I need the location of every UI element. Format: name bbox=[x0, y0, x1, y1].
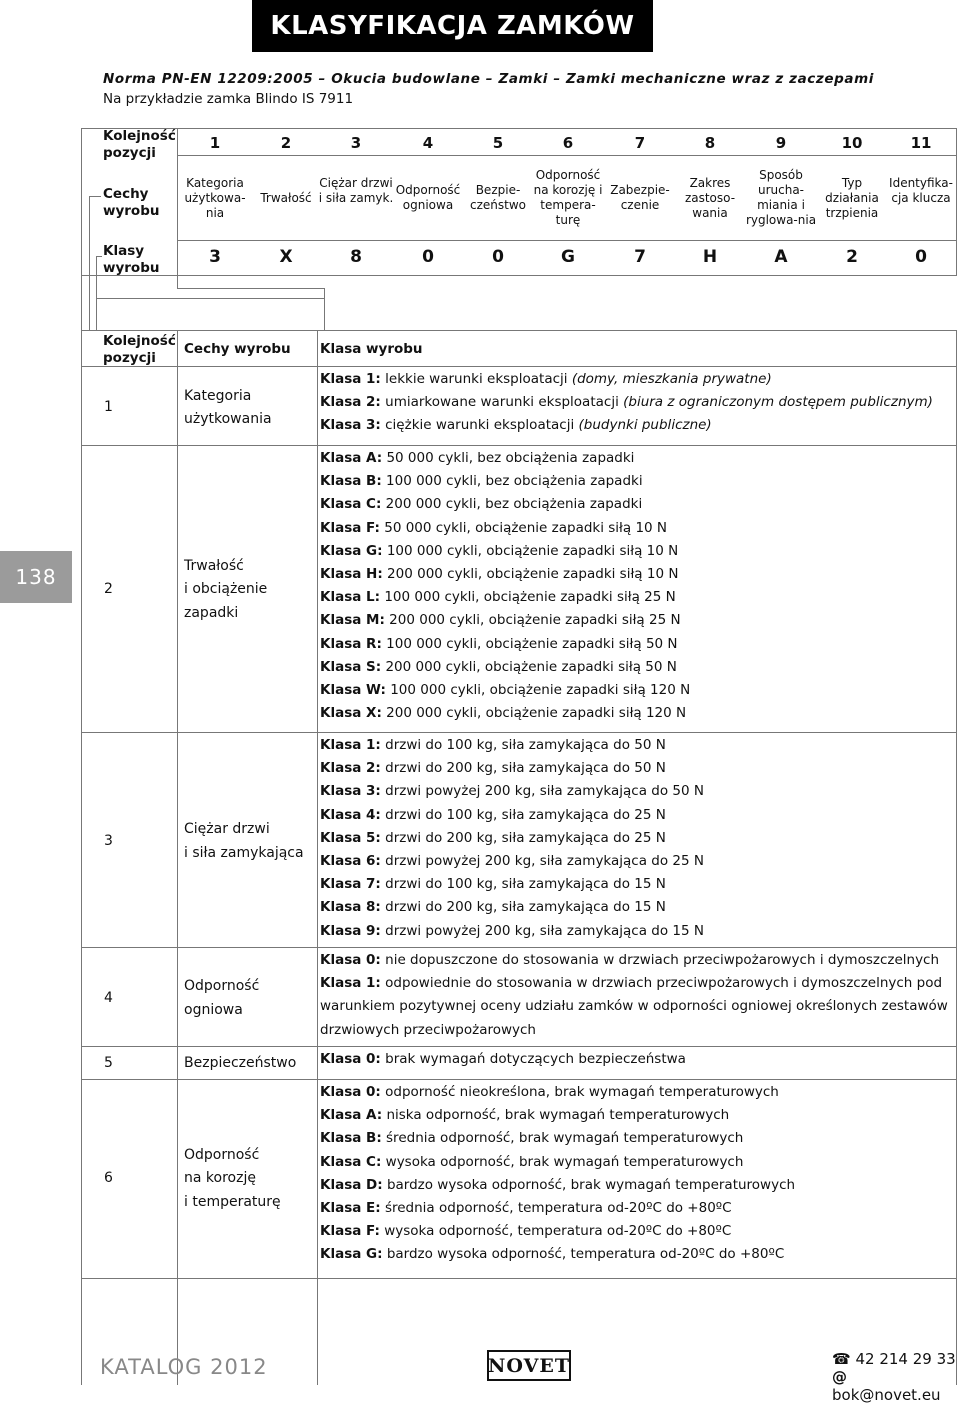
position-number: 2 bbox=[280, 134, 292, 152]
class-description: drzwi do 200 kg, siła zamykająca do 50 N bbox=[380, 760, 666, 777]
class-description: bardzo wysoka odporność, temperatura od-20ºC do +80ºC bbox=[382, 1246, 785, 1263]
connector-line bbox=[89, 196, 101, 197]
connector-line bbox=[81, 128, 82, 331]
class-description: lekkie warunki eksploatacji bbox=[380, 371, 572, 387]
label-kolejnosc: Kolejność pozycji bbox=[103, 128, 176, 161]
connector-line bbox=[96, 256, 97, 331]
row-feature-line: ogniowa bbox=[184, 1001, 243, 1018]
feature-label: Zakres zastoso-wania bbox=[684, 175, 736, 220]
row-feature bbox=[184, 385, 272, 432]
class-description: średnia odporność, temperatura od-20ºC do +80ºC bbox=[380, 1199, 732, 1216]
class-key: Klasa G: bbox=[320, 542, 383, 559]
class-entry bbox=[320, 589, 690, 612]
class-description: wysoka odporność, temperatura od-20ºC do +80ºC bbox=[379, 1223, 732, 1240]
class-entry bbox=[320, 807, 704, 830]
class-entry bbox=[320, 760, 704, 783]
class-description: średnia odporność, brak wymagań temperaturowych bbox=[381, 1130, 744, 1147]
class-value: A bbox=[774, 247, 788, 267]
class-entry bbox=[320, 417, 933, 440]
label-klasy: Klasy wyrobu bbox=[103, 243, 160, 276]
position-number: 1 bbox=[209, 134, 221, 152]
class-note: (budynki publiczne) bbox=[578, 417, 712, 434]
row-feature bbox=[184, 818, 304, 865]
class-key: Klasa A: bbox=[320, 1107, 383, 1124]
class-key: Klasa 1: bbox=[320, 975, 381, 992]
class-entry bbox=[320, 450, 690, 473]
class-description: 50 000 cykli, obciążenie zapadki siłą 10 N bbox=[379, 519, 668, 536]
class-description: niska odporność, brak wymagań temperaturowych bbox=[382, 1107, 730, 1124]
class-entry bbox=[320, 682, 690, 705]
row-separator bbox=[81, 947, 957, 948]
class-key: Klasa 0: bbox=[320, 1084, 381, 1100]
class-key: Klasa 3: bbox=[320, 783, 381, 800]
position-number: 8 bbox=[704, 134, 716, 152]
class-value: 0 bbox=[492, 247, 504, 267]
novet-logo: NOVET bbox=[487, 1350, 571, 1381]
table-left-border bbox=[81, 330, 82, 1385]
class-value: X bbox=[279, 247, 293, 267]
class-entry bbox=[320, 1084, 795, 1107]
row-classes bbox=[320, 450, 690, 728]
class-description: drzwi do 100 kg, siła zamykająca do 15 N bbox=[380, 876, 666, 893]
class-description: drzwi do 200 kg, siła zamykająca do 15 N bbox=[380, 899, 666, 916]
row-feature-line: Bezpieczeństwo bbox=[184, 1055, 297, 1072]
row-feature-line: na korozję bbox=[184, 1170, 256, 1187]
class-description: odporność nieokreślona, brak wymagań temperaturowych bbox=[380, 1084, 779, 1100]
class-value: 0 bbox=[915, 247, 927, 267]
class-entry bbox=[320, 705, 690, 728]
row-feature bbox=[184, 1144, 281, 1215]
feature-label: Sposób urucha-miania i ryglowa-nia bbox=[745, 168, 817, 227]
row-separator bbox=[81, 1079, 957, 1080]
class-note: (biura z ograniczonym dostępem publicznym) bbox=[623, 394, 933, 411]
connector-line bbox=[96, 298, 324, 299]
feature-label: Kategoria użytkowa-nia bbox=[184, 175, 246, 220]
class-entry bbox=[320, 636, 690, 659]
class-key: Klasa 6: bbox=[320, 852, 381, 869]
class-entry bbox=[320, 394, 933, 417]
table-col-divider bbox=[177, 330, 178, 1385]
class-entry bbox=[320, 566, 690, 589]
row-feature bbox=[184, 555, 267, 626]
row-feature-line: Odporność bbox=[184, 978, 260, 994]
class-description: umiarkowane warunki eksploatacji bbox=[380, 394, 624, 411]
class-key: Klasa 1: bbox=[320, 371, 381, 387]
row-feature-line: i siła zamykająca bbox=[184, 844, 304, 861]
class-description: ciężkie warunki eksploatacji bbox=[380, 417, 579, 434]
feature-label: Zabezpie-czenie bbox=[610, 183, 670, 212]
connector-line bbox=[89, 196, 90, 331]
connector-line bbox=[96, 256, 102, 257]
phone-icon: ☎ bbox=[832, 1350, 851, 1368]
class-entry bbox=[320, 520, 690, 543]
class-key: Klasa S: bbox=[320, 658, 382, 675]
class-description: drzwi do 100 kg, siła zamykająca do 25 N bbox=[380, 806, 666, 823]
diagram-divider bbox=[177, 240, 957, 241]
table-header-kolejnosc: Kolejność pozycji bbox=[103, 333, 176, 366]
class-key: Klasa H: bbox=[320, 565, 383, 582]
row-position: 6 bbox=[104, 1170, 113, 1186]
table-bottom-border bbox=[81, 1278, 957, 1279]
row-feature-line: i temperaturę bbox=[184, 1193, 281, 1210]
class-description: drzwi powyżej 200 kg, siła zamykająca do 15 N bbox=[380, 922, 704, 939]
class-key: Klasa 9: bbox=[320, 922, 381, 939]
contact-info bbox=[832, 1350, 960, 1404]
class-description: drzwi do 100 kg, siła zamykająca do 50 N bbox=[380, 737, 666, 753]
class-description: 100 000 cykli, obciążenie zapadki siłą 10 N bbox=[382, 542, 679, 559]
class-value: 0 bbox=[422, 247, 434, 267]
table-header-cechy: Cechy wyrobu bbox=[184, 341, 291, 357]
class-key: Klasa E: bbox=[320, 1199, 381, 1216]
position-number: 9 bbox=[775, 134, 787, 152]
position-number: 3 bbox=[350, 134, 362, 152]
class-description: drzwi do 200 kg, siła zamykająca do 25 N bbox=[380, 829, 666, 846]
row-separator bbox=[81, 445, 957, 446]
position-number: 10 bbox=[841, 134, 863, 152]
class-entry bbox=[320, 998, 948, 1021]
class-entry bbox=[320, 899, 704, 922]
feature-label: Typ działania trzpienia bbox=[825, 175, 879, 220]
class-value: 2 bbox=[846, 247, 858, 267]
feature-label: Odporność ogniowa bbox=[395, 183, 461, 212]
class-entry bbox=[320, 952, 948, 975]
class-entry bbox=[320, 612, 690, 635]
connector-line bbox=[177, 288, 325, 289]
connector-line bbox=[177, 276, 178, 288]
class-description: 200 000 cykli, obciążenie zapadki siłą 50 N bbox=[381, 658, 677, 675]
class-entry bbox=[320, 923, 704, 946]
row-classes bbox=[320, 1084, 795, 1270]
row-feature-line: i obciążenie bbox=[184, 581, 268, 598]
class-description: 50 000 cykli, bez obciążenia zapadki bbox=[382, 450, 635, 466]
position-number: 7 bbox=[634, 134, 646, 152]
label-cechy: Cechy wyrobu bbox=[103, 186, 160, 219]
class-value: 8 bbox=[350, 247, 362, 267]
class-entry bbox=[320, 1130, 795, 1153]
class-key: Klasa 0: bbox=[320, 1051, 381, 1067]
class-key: Klasa B: bbox=[320, 1130, 382, 1147]
class-key: Klasa W: bbox=[320, 681, 386, 698]
feature-label: Identyfika-cja klucza bbox=[889, 175, 953, 205]
table-header-klasa: Klasa wyrobu bbox=[320, 341, 423, 357]
connector-line bbox=[324, 288, 325, 331]
position-number: 4 bbox=[422, 134, 434, 152]
class-entry bbox=[320, 1177, 795, 1200]
position-number: 5 bbox=[492, 134, 504, 152]
class-key: Klasa B: bbox=[320, 473, 382, 490]
row-classes bbox=[320, 1051, 686, 1074]
class-entry bbox=[320, 737, 704, 760]
class-key: Klasa 5: bbox=[320, 829, 381, 846]
row-position: 1 bbox=[104, 399, 113, 415]
row-classes bbox=[320, 952, 948, 1045]
class-key: Klasa D: bbox=[320, 1176, 383, 1193]
table-right-border bbox=[956, 330, 957, 1385]
class-entry bbox=[320, 371, 933, 394]
class-description: odpowiednie do stosowania w drzwiach przeciwpożarowych i dymoszczelnych pod bbox=[380, 975, 943, 992]
class-entry bbox=[320, 473, 690, 496]
class-key: Klasa 1: bbox=[320, 737, 381, 753]
page-number: 138 bbox=[0, 551, 72, 603]
class-key: Klasa R: bbox=[320, 635, 382, 652]
diagram-divider bbox=[177, 155, 957, 156]
class-key: Klasa 4: bbox=[320, 806, 381, 823]
row-position: 2 bbox=[104, 581, 113, 597]
class-entry bbox=[320, 543, 690, 566]
class-entry bbox=[320, 496, 690, 519]
row-classes bbox=[320, 371, 933, 441]
norm-title: Norma PN-EN 12209:2005 – Okucia budowlane – Zamki – Zamki mechaniczne wraz z zaczepami bbox=[103, 71, 874, 87]
class-description: 200 000 cykli, obciążenie zapadki siłą 10 N bbox=[382, 565, 679, 582]
class-description: 200 000 cykli, obciążenie zapadki siłą 25 N bbox=[384, 612, 681, 629]
class-key: Klasa A: bbox=[320, 450, 383, 466]
class-description: 100 000 cykli, obciążenie zapadki siłą 25 N bbox=[380, 589, 676, 606]
row-feature bbox=[184, 975, 259, 1022]
table-col-divider bbox=[317, 330, 318, 1385]
class-entry bbox=[320, 1107, 795, 1130]
class-description: 200 000 cykli, bez obciążenia zapadki bbox=[381, 496, 643, 513]
class-description: 100 000 cykli, obciążenie zapadki siłą 120 N bbox=[385, 681, 691, 698]
class-key: Klasa 0: bbox=[320, 952, 381, 968]
class-value: H bbox=[702, 247, 718, 267]
class-value: 7 bbox=[634, 247, 646, 267]
row-feature bbox=[184, 1052, 296, 1076]
class-description: nie dopuszczone do stosowania w drzwiach przeciwpożarowych i dymoszczelnych bbox=[380, 952, 940, 968]
class-description: 100 000 cykli, bez obciążenia zapadki bbox=[381, 473, 643, 490]
class-entry bbox=[320, 1200, 795, 1223]
diagram-top-border bbox=[81, 128, 957, 129]
class-description: drzwi powyżej 200 kg, siła zamykająca do 50 N bbox=[380, 783, 704, 800]
class-value: 3 bbox=[209, 247, 221, 267]
row-feature-line: Kategoria bbox=[184, 387, 252, 404]
row-feature-line: Ciężar drzwi bbox=[184, 821, 270, 837]
page-title: KLASYFIKACJA ZAMKÓW bbox=[252, 0, 653, 52]
row-feature-line: Odporność bbox=[184, 1146, 260, 1163]
row-separator bbox=[81, 1046, 957, 1047]
class-key: Klasa 2: bbox=[320, 760, 381, 777]
class-entry bbox=[320, 876, 704, 899]
phone-number: 42 214 29 33 bbox=[855, 1350, 956, 1368]
row-feature-line: zapadki bbox=[184, 604, 239, 621]
class-key: Klasa 3: bbox=[320, 417, 381, 434]
row-feature-line: użytkowania bbox=[184, 411, 272, 427]
class-entry bbox=[320, 830, 704, 853]
class-entry bbox=[320, 853, 704, 876]
feature-label: Trwałość bbox=[260, 190, 312, 205]
class-key: Klasa 7: bbox=[320, 876, 381, 893]
class-entry bbox=[320, 1246, 795, 1269]
at-icon: @ bbox=[832, 1368, 847, 1386]
feature-label: Ciężar drzwi i siła zamyk. bbox=[318, 175, 394, 205]
class-key: Klasa 8: bbox=[320, 899, 381, 916]
table-top-border bbox=[81, 330, 957, 331]
class-description: 200 000 cykli, obciążenie zapadki siłą 120 N bbox=[381, 705, 687, 722]
class-entry bbox=[320, 1022, 948, 1045]
class-key: Klasa F: bbox=[320, 519, 380, 536]
row-classes bbox=[320, 737, 704, 946]
row-position: 5 bbox=[104, 1055, 113, 1071]
row-separator bbox=[81, 732, 957, 733]
class-key: Klasa 2: bbox=[320, 394, 381, 411]
class-description: wysoka odporność, brak wymagań temperaturowych bbox=[381, 1153, 744, 1170]
row-feature-line: Trwałość bbox=[184, 557, 244, 574]
class-key: Klasa C: bbox=[320, 1153, 382, 1170]
class-description: brak wymagań dotyczących bezpieczeństwa bbox=[380, 1051, 686, 1067]
class-value: G bbox=[561, 247, 575, 267]
class-entry bbox=[320, 1223, 795, 1246]
row-position: 3 bbox=[104, 832, 113, 849]
class-entry bbox=[320, 659, 690, 682]
class-description: drzwiowych przeciwpożarowych bbox=[320, 1021, 536, 1038]
class-entry bbox=[320, 783, 704, 806]
diagram-bottom-border bbox=[81, 275, 957, 276]
email-address: bok@novet.eu bbox=[832, 1386, 941, 1404]
class-key: Klasa F: bbox=[320, 1223, 380, 1240]
class-description: drzwi powyżej 200 kg, siła zamykająca do 25 N bbox=[380, 852, 704, 869]
feature-label: Bezpie-czeństwo bbox=[470, 183, 526, 212]
class-note: (domy, mieszkania prywatne) bbox=[571, 371, 772, 387]
class-key: Klasa C: bbox=[320, 496, 382, 513]
class-description: warunkiem pozytywnej oceny udziału zamków w odporności ogniowej określonych zestawów bbox=[320, 998, 948, 1015]
class-entry bbox=[320, 1154, 795, 1177]
position-number: 6 bbox=[562, 134, 574, 152]
example-subtitle: Na przykładzie zamka Blindo IS 7911 bbox=[103, 91, 354, 107]
row-separator bbox=[81, 366, 957, 367]
catalog-label: KATALOG 2012 bbox=[100, 1355, 268, 1379]
class-key: Klasa L: bbox=[320, 589, 381, 606]
feature-label: Odporność na korozję i tempera-turę bbox=[533, 168, 603, 227]
class-description: bardzo wysoka odporność, brak wymagań temperaturowych bbox=[382, 1176, 796, 1193]
class-description: 100 000 cykli, obciążenie zapadki siłą 50 N bbox=[381, 635, 678, 652]
row-position: 4 bbox=[104, 989, 113, 1006]
class-key: Klasa M: bbox=[320, 612, 385, 629]
class-key: Klasa G: bbox=[320, 1246, 383, 1263]
class-entry bbox=[320, 975, 948, 998]
class-key: Klasa X: bbox=[320, 705, 382, 722]
position-number: 11 bbox=[910, 134, 932, 152]
class-entry bbox=[320, 1051, 686, 1074]
